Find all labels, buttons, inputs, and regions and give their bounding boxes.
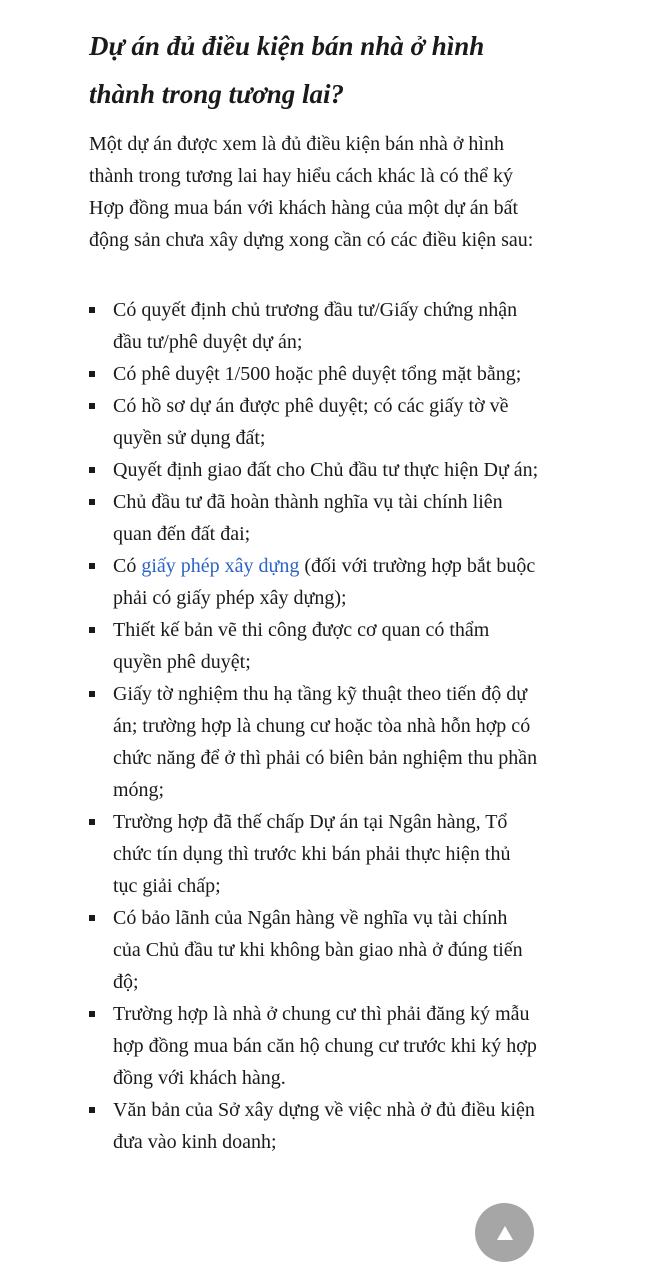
list-item-text: Trường hợp là nhà ở chung cư thì phải đăng ký mẫu hợp đồng mua bán căn hộ chung cư trước khi ký hợp đồng với khách hàng. <box>113 1003 537 1089</box>
list-item <box>89 614 539 678</box>
list-item <box>89 902 539 998</box>
list-item <box>89 806 539 902</box>
article <box>89 22 539 1158</box>
conditions-list <box>89 294 539 1158</box>
list-item-text: Thiết kế bản vẽ thi công được cơ quan có thẩm quyền phê duyệt; <box>113 619 490 673</box>
list-item <box>89 678 539 806</box>
list-item <box>89 454 539 486</box>
list-item <box>89 550 539 614</box>
list-item-text: Có hồ sơ dự án được phê duyệt; có các giấy tờ về quyền sử dụng đất; <box>113 395 509 449</box>
square-bullet-icon <box>89 371 95 377</box>
building-permit-link[interactable]: giấy phép xây dựng <box>141 555 300 577</box>
list-item-text: Quyết định giao đất cho Chủ đầu tư thực hiện Dự án; <box>113 459 539 481</box>
list-item-text: Có bảo lãnh của Ngân hàng về nghĩa vụ tài chính của Chủ đầu tư khi không bàn giao nhà ở đúng tiến độ; <box>113 907 523 993</box>
list-item-text: Có quyết định chủ trương đầu tư/Giấy chứng nhận đầu tư/phê duyệt dự án; <box>113 299 518 353</box>
square-bullet-icon <box>89 627 95 633</box>
square-bullet-icon <box>89 499 95 505</box>
square-bullet-icon <box>89 1011 95 1017</box>
list-item <box>89 1094 539 1158</box>
square-bullet-icon <box>89 467 95 473</box>
list-item-text: Giấy tờ nghiệm thu hạ tầng kỹ thuật theo tiến độ dự án; trường hợp là chung cư hoặc tòa nhà hỗn hợp có chức năng để ở thì phải có biên bản nghiệm thu phần móng; <box>113 683 538 801</box>
square-bullet-icon <box>89 819 95 825</box>
list-item <box>89 358 539 390</box>
list-item-text: Trường hợp đã thế chấp Dự án tại Ngân hàng, Tổ chức tín dụng thì trước khi bán phải thực hiện thủ tục giải chấp; <box>113 811 511 897</box>
list-item-text: Văn bản của Sở xây dựng về việc nhà ở đủ điều kiện đưa vào kinh doanh; <box>113 1099 535 1153</box>
square-bullet-icon <box>89 403 95 409</box>
list-item-text: Có phê duyệt 1/500 hoặc phê duyệt tổng mặt bằng; <box>113 363 522 385</box>
intro-paragraph: Một dự án được xem là đủ điều kiện bán nhà ở hình thành trong tương lai hay hiểu cách khác là có thể ký Hợp đồng mua bán với khách hàng của một dự án bất động sản chưa xây dựng xong cần có các điều kiện sau: <box>89 133 534 251</box>
square-bullet-icon <box>89 691 95 697</box>
triangle-up-icon <box>496 1225 514 1241</box>
square-bullet-icon <box>89 915 95 921</box>
list-item <box>89 294 539 358</box>
back-to-top-button[interactable] <box>475 1203 534 1262</box>
square-bullet-icon <box>89 563 95 569</box>
list-item-text-before-link: Có <box>113 555 142 577</box>
article-heading: Dự án đủ điều kiện bán nhà ở hình thành trong tương lai? <box>89 31 485 109</box>
list-item <box>89 998 539 1094</box>
square-bullet-icon <box>89 1107 95 1113</box>
list-item-text-after-link: (đối với trường hợp bắt buộc phải có giấy phép xây dựng); <box>113 555 536 609</box>
square-bullet-icon <box>89 307 95 313</box>
list-item <box>89 390 539 454</box>
list-item <box>89 486 539 550</box>
list-item-text: Chủ đầu tư đã hoàn thành nghĩa vụ tài chính liên quan đến đất đai; <box>113 491 503 545</box>
